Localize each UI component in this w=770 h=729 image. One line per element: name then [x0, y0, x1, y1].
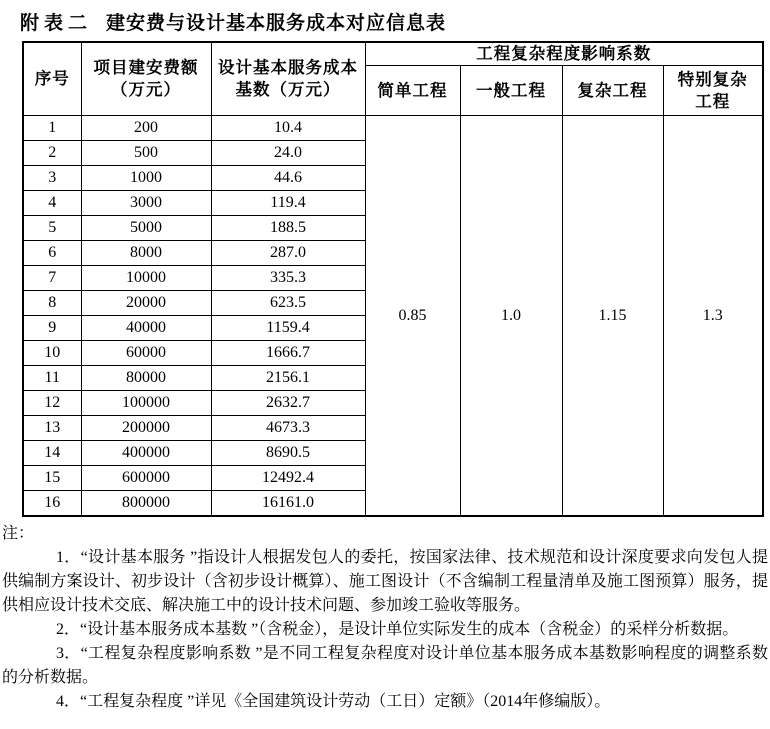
header-coefficient-group: 工程复杂程度影响系数 [365, 42, 763, 66]
cost-value: 3000 [81, 191, 211, 216]
coefficient-special: 1.3 [663, 116, 763, 517]
cost-value: 20000 [81, 291, 211, 316]
note-item-2: 2．“设计基本服务成本基数 ”（含税金），是设计单位实际发生的成本（含税金）的采样分析数据。 [56, 621, 739, 639]
table-row [23, 116, 763, 141]
cost-value: 1000 [81, 166, 211, 191]
header-service-base-label: 设计基本服务成本基数（万元） [218, 57, 358, 100]
base-value: 287.0 [211, 241, 365, 266]
row-index: 1 [23, 116, 81, 141]
cost-value: 800000 [81, 491, 211, 517]
header-project-cost-label: 项目建安费额（万元） [93, 57, 199, 100]
cost-value: 200 [81, 116, 211, 141]
note-item-3: 3．“工程复杂程度影响系数 ”是不同工程复杂程度对设计单位基本服务成本基数影响程度的调整系数的分析数据。 [2, 645, 768, 687]
header-general: 一般工程 [460, 66, 562, 116]
base-value: 335.3 [211, 266, 365, 291]
row-index: 2 [23, 141, 81, 166]
header-simple: 简单工程 [365, 66, 460, 116]
base-value: 4673.3 [211, 416, 365, 441]
base-value: 1666.7 [211, 341, 365, 366]
row-index: 9 [23, 316, 81, 341]
row-index: 13 [23, 416, 81, 441]
base-value: 8690.5 [211, 441, 365, 466]
page-title [20, 8, 770, 35]
row-index: 15 [23, 466, 81, 491]
cost-value: 200000 [81, 416, 211, 441]
base-value: 10.4 [211, 116, 365, 141]
cost-value: 80000 [81, 366, 211, 391]
coefficient-complex: 1.15 [562, 116, 663, 517]
header-special [663, 66, 763, 116]
header-project-cost [81, 42, 211, 116]
base-value: 24.0 [211, 141, 365, 166]
cost-value: 10000 [81, 266, 211, 291]
note-item-4: 4．“工程复杂程度 ”详见《全国建筑设计劳动（工日）定额》（2014年修编版）。 [56, 693, 611, 711]
cost-value: 8000 [81, 241, 211, 266]
title-table-number: 附表二 [20, 13, 93, 34]
row-index: 6 [23, 241, 81, 266]
base-value: 12492.4 [211, 466, 365, 491]
header-service-base [211, 42, 365, 116]
base-value: 16161.0 [211, 491, 365, 517]
coefficient-general: 1.0 [460, 116, 562, 517]
cost-value: 60000 [81, 341, 211, 366]
row-index: 3 [23, 166, 81, 191]
row-index: 10 [23, 341, 81, 366]
row-index: 7 [23, 266, 81, 291]
cost-value: 600000 [81, 466, 211, 491]
row-index: 11 [23, 366, 81, 391]
base-value: 1159.4 [211, 316, 365, 341]
cost-value: 5000 [81, 216, 211, 241]
coefficient-simple: 0.85 [365, 116, 460, 517]
header-complex: 复杂工程 [562, 66, 663, 116]
row-index: 8 [23, 291, 81, 316]
row-index: 16 [23, 491, 81, 517]
cost-table [22, 41, 764, 517]
title-text: 建安费与设计基本服务成本对应信息表 [106, 13, 447, 34]
base-value: 2156.1 [211, 366, 365, 391]
base-value: 188.5 [211, 216, 365, 241]
cost-value: 400000 [81, 441, 211, 466]
notes-label: 注： [2, 525, 35, 543]
notes-section [2, 522, 768, 714]
header-special-label: 特别复杂工程 [677, 69, 748, 111]
cost-value: 500 [81, 141, 211, 166]
note-item-1: 1．“设计基本服务 ”指设计人根据发包人的委托，按国家法律、技术规范和设计深度要求向发包人提供编制方案设计、初步设计（含初步设计概算）、施工图设计（不含编制工程量清单及施工图预算）服务，提供相应设计技术交底、解决施工中的设计技术问题、参加竣工验收等服务。 [2, 549, 768, 615]
row-index: 5 [23, 216, 81, 241]
base-value: 44.6 [211, 166, 365, 191]
cost-value: 40000 [81, 316, 211, 341]
cost-value: 100000 [81, 391, 211, 416]
base-value: 119.4 [211, 191, 365, 216]
row-index: 14 [23, 441, 81, 466]
row-index: 12 [23, 391, 81, 416]
header-index: 序号 [23, 42, 81, 116]
row-index: 4 [23, 191, 81, 216]
base-value: 623.5 [211, 291, 365, 316]
base-value: 2632.7 [211, 391, 365, 416]
